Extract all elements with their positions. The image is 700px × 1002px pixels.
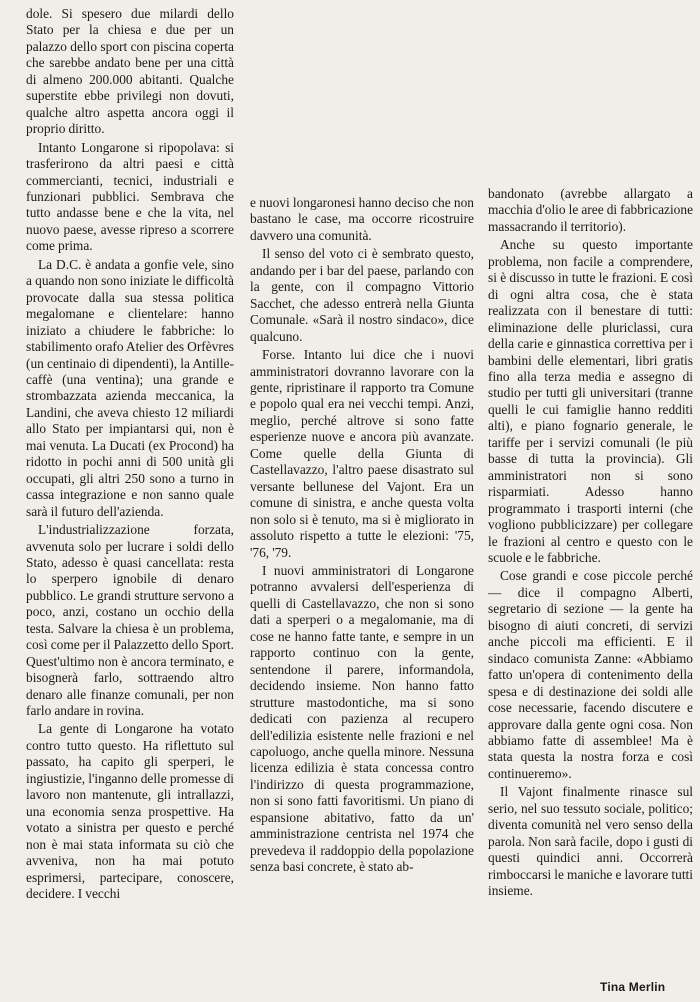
paragraph: Cose grandi e cose piccole perché — dice il compagno Alberti, segretario di sezione — la gente ha bisogno di aiuti concreti, di servizi anche piccoli ma efficienti. E il sindaco comunista Zanne: «Abbiamo fatto un'opera di contenimento della spesa e di destinazione dei soldi alle cose necessarie, facendo discutere e approvare dalla gente ogni cosa. Non abbiamo fatte di assemblee! Ma è stata questa la nostra forza e così continueremo». xyxy=(488,568,693,781)
paragraph: I nuovi amministratori di Longarone potranno avvalersi dell'esperienza di quelli di Castellavazzo, che non si sono dati a sperperi o a megalomanie, ma di cose ne hanno fatte tante, e sempre in un rapporto continuo con la gente, sentendone il parere, informandola, decidendo insieme. Non hanno fatto strutture mastodontiche, ma si sono dedicati con pazienza al recupero dell'edilizia esistente nelle frazioni e nel capoluogo, anche quella minore. Nessuna licenza edilizia è stata concessa contro l'indirizzo di questa programmazione, non si sono fatti favoritismi. Un piano di espansione abitativo, fatto da un' amministrazione centrista nel 1974 che prevedeva il raddoppio della popolazione senza basi concrete, è stato ab- xyxy=(250,562,474,875)
paragraph: La gente di Longarone ha votato contro tutto questo. Ha riflettuto sul passato, ha capito gli sperperi, le ingiustizie, l'inganno delle promesse di lavoro non mantenute, gli intrallazzi, una economia senza prospettive. Ha votato a sinistra per questo e perché non è mai stata informata su ciò che avveniva, non ha mai potuto esprimersi, partecipare, conoscere, decidere. I vecchi xyxy=(26,721,234,902)
paragraph: Forse. Intanto lui dice che i nuovi amministratori dovranno lavorare con la gente, ripristinare il rapporto tra Comune e popolo qual era nei vecchi tempi. Anzi, meglio, perché altrove si sono fatte esperienze nuove e ancora più avanzate. Come quelle della Giunta di Castellavazzo, l'altro paese disastrato sul versante bellunese del Vajont. Era un comune di sinistra, e anche questa volta non solo si è tenuto, ma si è migliorato in assoluto rispetto a tutte le elezioni: '75, '76, '79. xyxy=(250,347,474,560)
paragraph: La D.C. è andata a gonfie vele, sino a quando non sono iniziate le difficoltà provocate dalla sua stessa politica megalomane e clientelare: hanno iniziato a chiudere le fabbriche: lo stabilimento orafo Atelier des Orfèvres (un centinaio di dipendenti), la Antille-caffè (una ventina); una grande e strombazzata azienda meccanica, la Landini, che aveva chiesto 12 miliardi allo Stato per impiantarsi qui, non è mai venuta. La Ducati (ex Procond) ha ridotto in pochi anni di 500 unità gli occupati, gli altri 250 sono a turno in cassa integrazione e non sanno quale sarà il futuro dell'azienda. xyxy=(26,256,234,519)
article-column-2 xyxy=(250,195,474,995)
paragraph: e nuovi longaronesi hanno deciso che non bastano le case, ma occorre ricostruire davvero una comunità. xyxy=(250,195,474,243)
article-column-3 xyxy=(488,186,693,986)
author-signature: Tina Merlin xyxy=(600,980,666,994)
paragraph: Anche su questo importante problema, non facile a comprendere, si è discusso in tutte le frazioni. E così di ogni altra cosa, che è stata realizzata con il benestare di tutti: eliminazione delle pluriclassi, cura della carie e ginnastica correttiva per i bambini delle elementari, libri gratis fino alla terza media e assegno di studio per tutti gli universitari (tranne quelli le cui famiglie hanno redditi alti), e piano fognario generale, le tariffe per i servizi comunali (le più basse di tutta la provincia). Gli amministratori non si sono risparmiati. Adesso hanno programmato i trasporti interni (che vogliono pubblicizzare) per collegare le frazioni al centro e questo con le scuole e le fabbriche. xyxy=(488,237,693,565)
paragraph: dole. Si spesero due milardi dello Stato per la chiesa e due per un palazzo dello sport con piscina coperta che sarebbe andato bene per una città di almeno 200.000 abitanti. Qualche superstite ebbe privilegi non dovuti, qualche altro aspetta ancora oggi il proprio diritto. xyxy=(26,6,234,137)
article-column-1 xyxy=(26,6,234,998)
paragraph: Intanto Longarone si ripopolava: si trasferirono da altri paesi e città commercianti, tecnici, industriali e funzionari pubblici. Sembrava che tutto andasse bene e che la vita, nel nuovo paese, avesse ripreso a scorrere come prima. xyxy=(26,139,234,254)
paragraph: Il senso del voto ci è sembrato questo, andando per i bar del paese, parlando con la gente, con il compagno Vittorio Sacchet, che adesso entrerà nella Giunta Comunale. «Sarà il nostro sindaco», dice qualcuno. xyxy=(250,246,474,344)
paragraph: bandonato (avrebbe allargato a macchia d'olio le aree di fabbricazione massacrando il territorio). xyxy=(488,186,693,234)
paragraph: L'industrializzazione forzata, avvenuta solo per lucrare i soldi dello Stato, adesso è quasi cancellata: resta lo sperpero ignobile di denaro pubblico. Le grandi strutture servono a poco, anzi, costano un occhio della testa. Salvare la chiesa è un problema, così come per il Palazzetto dello Sport. Quest'ultimo non è ancora terminato, e bisognerà farlo, sottraendo altro denaro alle finanze comunali, per non farlo andare in rovina. xyxy=(26,522,234,719)
paragraph: Il Vajont finalmente rinasce sul serio, nel suo tessuto sociale, politico; diventa comunità nel vero senso della parola. Non sarà facile, dopo i gusti di questi quindici anni. Occorrerà rimboccarsi le maniche e lavorare tutti insieme. xyxy=(488,784,693,899)
